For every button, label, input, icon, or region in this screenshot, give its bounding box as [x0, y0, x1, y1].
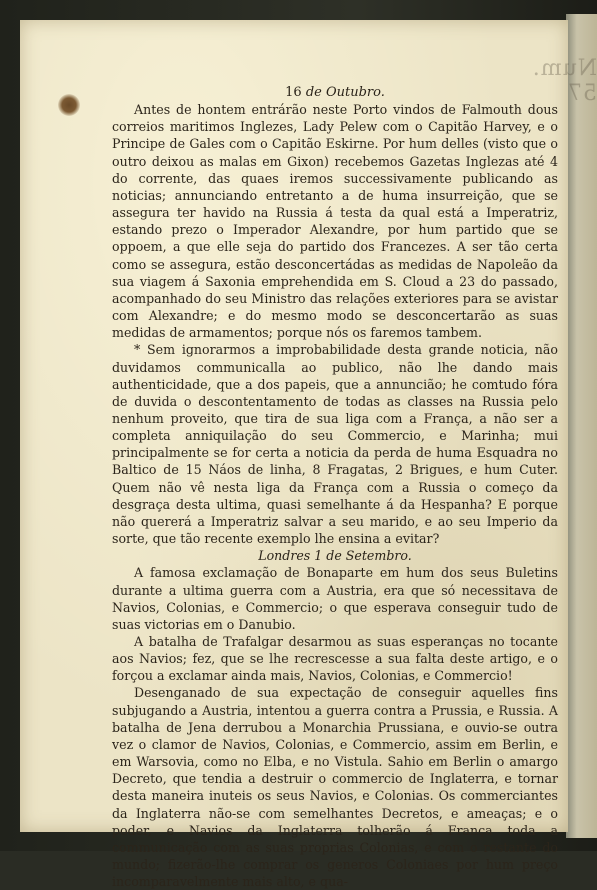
page-header — [112, 84, 558, 101]
paragraph-2: * Sem ignorarmos a improbabilidade desta grande noticia, não duvidamos communicalla ao publico, não lhe dando mais authenticidade, que a dos papeis, que a annuncião; he comtudo fóra de duvida o descontentamento de todas as classes na Russia pelo nenhum proveito, que tira de sua liga com a França, a não ser a completa anniquilação do seu Commercio, e Marinha; mui principalmente se for certa a noticia da perda de huma Esquadra no Baltico de 15 Náos de linha, 8 Fragatas, 2 Brigues, e hum Cuter. Quem não vê nesta liga da França com a Russia o começo da desgraça desta ultima, quasi semelhante á da Hespanha? E porque não quererá a Imperatriz salvar a seu marido, e ao seu Imperio da sorte, que tão recente exemplo lhe ensina a evitar? — [112, 342, 558, 547]
article-body — [112, 84, 558, 890]
paragraph-1: Antes de hontem entrárão neste Porto vindos de Falmouth dous correios maritimos Inglezes, Lady Pelew com o Capitão Harvey, e o Principe de Gales com o Capitão Eskirne. Por hum delles (visto que o outro deixou as malas em Gixon) recebemos Gazetas Inglezas até 4 do corrente, das quaes iremos successivamente publicando as noticias; annunciando entretanto a de huma insurreição, que se assegura ter havido na Russia á testa da qual está a Imperatriz, estando prezo o Imperador Alexandre, por hum partido que se oppoem, a que elle seja do partido dos Francezes. A ser tão certa como se assegura, estão desconcertádas as medidas de Napoleão da sua viagem á Saxonia emprehendida em S. Cloud a 23 do passado, acompanhado do seu Ministro das relações exteriores para se avistar com Alexandre; e do mesmo modo se desconcertarão as suas medidas de armamentos; porque nós os faremos tambem. — [112, 102, 558, 341]
header-month: de Outubro. — [305, 85, 385, 100]
ink-stain — [58, 94, 80, 116]
dateline: Londres 1 de Setembro. — [258, 548, 412, 564]
header-number: 16 — [285, 85, 302, 100]
paragraph-5: Desenganado de sua expectação de conseguir aquelles fins subjugando a Austria, intentou a guerra contra a Prussia, e Russia. A batalha de Jena derrubou a Monarchia Prussiana, e ouvio-se outra vez o clamor de Navios, Colonias, e Commercio, assim em Berlin, e em Warsovia, como no Elba, e no Vistula. Sahio em Berlin o amargo Decreto, que tendia a destruir o commercio de Inglaterra, e tornar desta maneira inuteis os seus Navios, e Colonias. Os commerciantes da Inglaterra não-se com semelhantes Decretos, e ameaças; e o poder, e Navios da Inglaterra tolherão á França toda a communicação com as suas proprias Colonias, e com o restante do mundo; fizerão-lhe comprar os generos Coloniaes por hum preço incomparavelmente mais alto, e qua- — [112, 685, 558, 890]
paragraph-4: A batalha de Trafalgar desarmou as suas esperanças no tocante aos Navios; fez, que se lhe recrescesse a sua falta deste artigo, e o forçou a exclamar ainda mais, Navios, Colonias, e Commercio! — [112, 634, 558, 684]
paragraph-3: A famosa exclamação de Bonaparte em hum dos seus Buletins durante a ultima guerra com a Austria, era que só necessitava de Navios, Colonias, e Commercio; o que esperava conseguir tudo de suas victorias em o Danubio. — [112, 565, 558, 632]
bleed-through-text: Num. 57 — [531, 56, 597, 106]
page-edge — [566, 14, 597, 838]
